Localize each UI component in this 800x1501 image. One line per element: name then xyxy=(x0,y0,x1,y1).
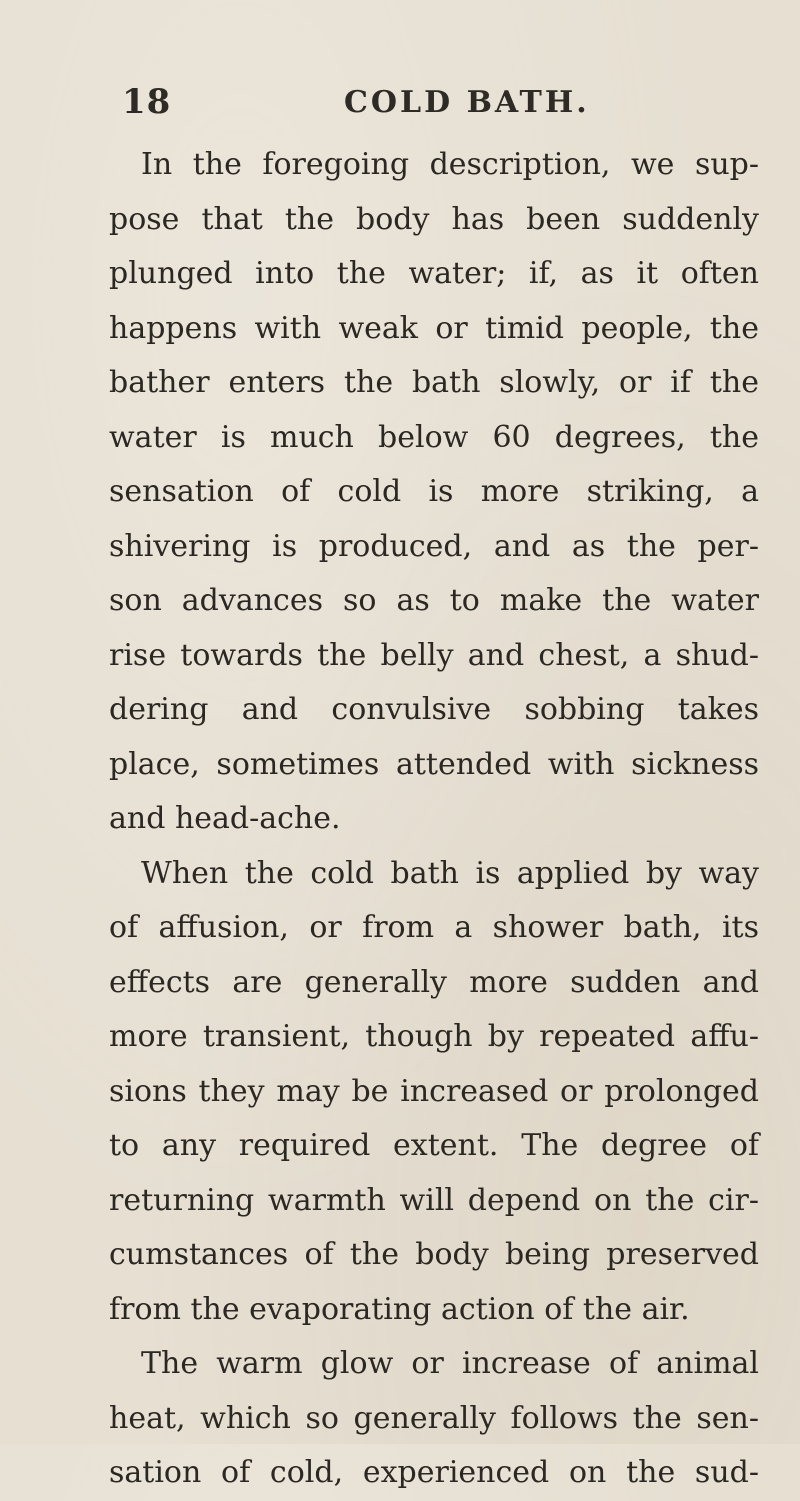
text-line: shivering is produced, and as the per- xyxy=(109,528,759,564)
text-line: sions they may be increased or prolonged xyxy=(109,1073,759,1109)
text-line: and head-ache. xyxy=(109,801,341,836)
text-line: plunged into the water; if, as it often xyxy=(109,256,759,291)
text-line: heat, which so generally follows the sen- xyxy=(109,1400,759,1436)
text-line: sensation of cold is more striking, a xyxy=(109,474,759,509)
text-line: to any required extent. The degree of xyxy=(109,1128,759,1163)
text-line: more transient, though by repeated affu- xyxy=(109,1019,759,1054)
page-number: 18 xyxy=(122,82,172,122)
text-line: sation of cold, experienced on the sud- xyxy=(109,1455,759,1490)
text-line: rise towards the belly and chest, a shud- xyxy=(109,637,759,673)
text-line: When the cold bath is applied by way xyxy=(141,855,759,891)
text-line: son advances so as to make the water xyxy=(109,583,759,618)
text-line: of affusion, or from a shower bath, its xyxy=(109,910,759,945)
text-line: pose that the body has been suddenly xyxy=(109,201,759,237)
text-line: The warm glow or increase of animal xyxy=(141,1346,759,1381)
text-line: place, sometimes attended with sickness xyxy=(109,746,759,782)
text-line: returning warmth will depend on the cir- xyxy=(109,1182,759,1218)
text-line: bather enters the bath slowly, or if the xyxy=(109,365,759,400)
text-line: dering and convulsive sobbing takes xyxy=(109,692,759,727)
running-head xyxy=(122,82,742,122)
text-line: water is much below 60 degrees, the xyxy=(109,419,759,455)
text-line: In the foregoing description, we sup- xyxy=(141,147,759,182)
text-line: cumstances of the body being preserved xyxy=(109,1237,759,1272)
text-line: from the evaporating action of the air. xyxy=(109,1291,690,1327)
text-line: effects are generally more sudden and xyxy=(109,964,759,1000)
body-text xyxy=(109,138,759,1501)
text-line: happens with weak or timid people, the xyxy=(109,310,759,346)
running-title: COLD BATH. xyxy=(344,85,590,120)
